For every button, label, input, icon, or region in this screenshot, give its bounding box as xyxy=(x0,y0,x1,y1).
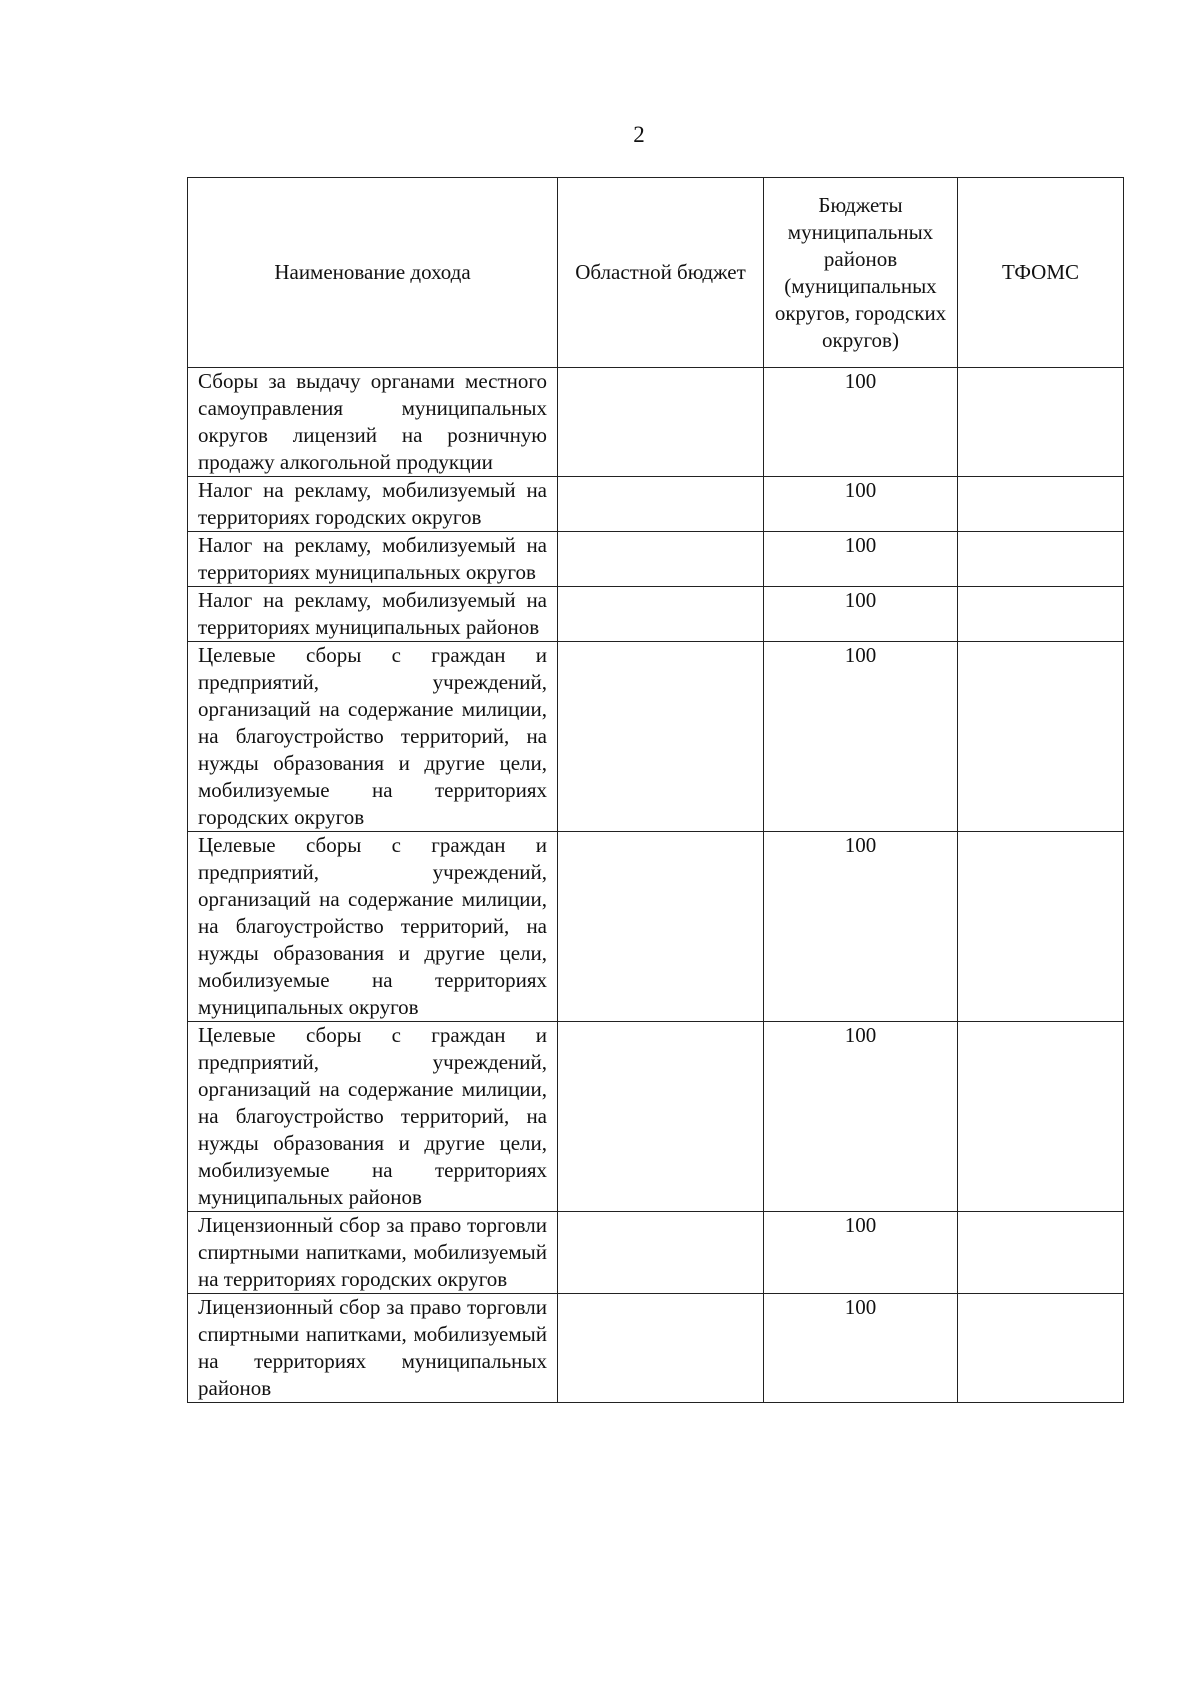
header-tfoms: ТФОМС xyxy=(958,178,1124,368)
tfoms-cell xyxy=(958,532,1124,587)
table-row xyxy=(188,532,1124,587)
regional-budget-cell xyxy=(558,1294,764,1403)
tfoms-cell xyxy=(958,477,1124,532)
regional-budget-cell xyxy=(558,1022,764,1212)
municipal-budget-cell: 100 xyxy=(764,642,958,832)
table-row xyxy=(188,1212,1124,1294)
table-row xyxy=(188,587,1124,642)
income-name-cell: Лицензионный сбор за право торговли спиртными напитками, мобилизуемый на территориях городских округов xyxy=(188,1212,558,1294)
header-income-name: Наименование дохода xyxy=(188,178,558,368)
income-name-cell: Сборы за выдачу органами местного самоуправления муниципальных округов лицензий на розничную продажу алкогольной продукции xyxy=(188,368,558,477)
header-regional-budget: Областной бюджет xyxy=(558,178,764,368)
income-name-cell: Налог на рекламу, мобилизуемый на территориях городских округов xyxy=(188,477,558,532)
regional-budget-cell xyxy=(558,368,764,477)
municipal-budget-cell: 100 xyxy=(764,477,958,532)
municipal-budget-cell: 100 xyxy=(764,587,958,642)
header-municipal-budgets: Бюджеты муниципальных районов (муниципальных округов, городских округов) xyxy=(764,178,958,368)
table-row xyxy=(188,477,1124,532)
tfoms-cell xyxy=(958,1212,1124,1294)
income-name-cell: Лицензионный сбор за право торговли спиртными напитками, мобилизуемый на территориях муниципальных районов xyxy=(188,1294,558,1403)
table-row xyxy=(188,642,1124,832)
municipal-budget-cell: 100 xyxy=(764,532,958,587)
tfoms-cell xyxy=(958,642,1124,832)
municipal-budget-cell: 100 xyxy=(764,832,958,1022)
regional-budget-cell xyxy=(558,477,764,532)
income-name-cell: Налог на рекламу, мобилизуемый на территориях муниципальных округов xyxy=(188,532,558,587)
income-name-cell: Целевые сборы с граждан и предприятий, учреждений, организаций на содержание милиции, на благоустройство территорий, на нужды образования и другие цели, мобилизуемые на территориях муниципальных районов xyxy=(188,1022,558,1212)
tfoms-cell xyxy=(958,1294,1124,1403)
regional-budget-cell xyxy=(558,642,764,832)
municipal-budget-cell: 100 xyxy=(764,1212,958,1294)
tfoms-cell xyxy=(958,832,1124,1022)
table-row xyxy=(188,832,1124,1022)
regional-budget-cell xyxy=(558,532,764,587)
regional-budget-cell xyxy=(558,832,764,1022)
municipal-budget-cell: 100 xyxy=(764,1294,958,1403)
municipal-budget-cell: 100 xyxy=(764,368,958,477)
income-name-cell: Целевые сборы с граждан и предприятий, учреждений, организаций на содержание милиции, на благоустройство территорий, на нужды образования и другие цели, мобилизуемые на территориях городских округов xyxy=(188,642,558,832)
municipal-budget-cell: 100 xyxy=(764,1022,958,1212)
income-name-cell: Целевые сборы с граждан и предприятий, учреждений, организаций на содержание милиции, на благоустройство территорий, на нужды образования и другие цели, мобилизуемые на территориях муниципальных округов xyxy=(188,832,558,1022)
regional-budget-cell xyxy=(558,1212,764,1294)
income-name-cell: Налог на рекламу, мобилизуемый на территориях муниципальных районов xyxy=(188,587,558,642)
tfoms-cell xyxy=(958,368,1124,477)
table-row xyxy=(188,1022,1124,1212)
page-number: 2 xyxy=(633,122,645,147)
table-row xyxy=(188,368,1124,477)
income-distribution-table xyxy=(187,177,1124,1403)
tfoms-cell xyxy=(958,1022,1124,1212)
table-row xyxy=(188,1294,1124,1403)
regional-budget-cell xyxy=(558,587,764,642)
tfoms-cell xyxy=(958,587,1124,642)
table-header-row xyxy=(188,178,1124,368)
